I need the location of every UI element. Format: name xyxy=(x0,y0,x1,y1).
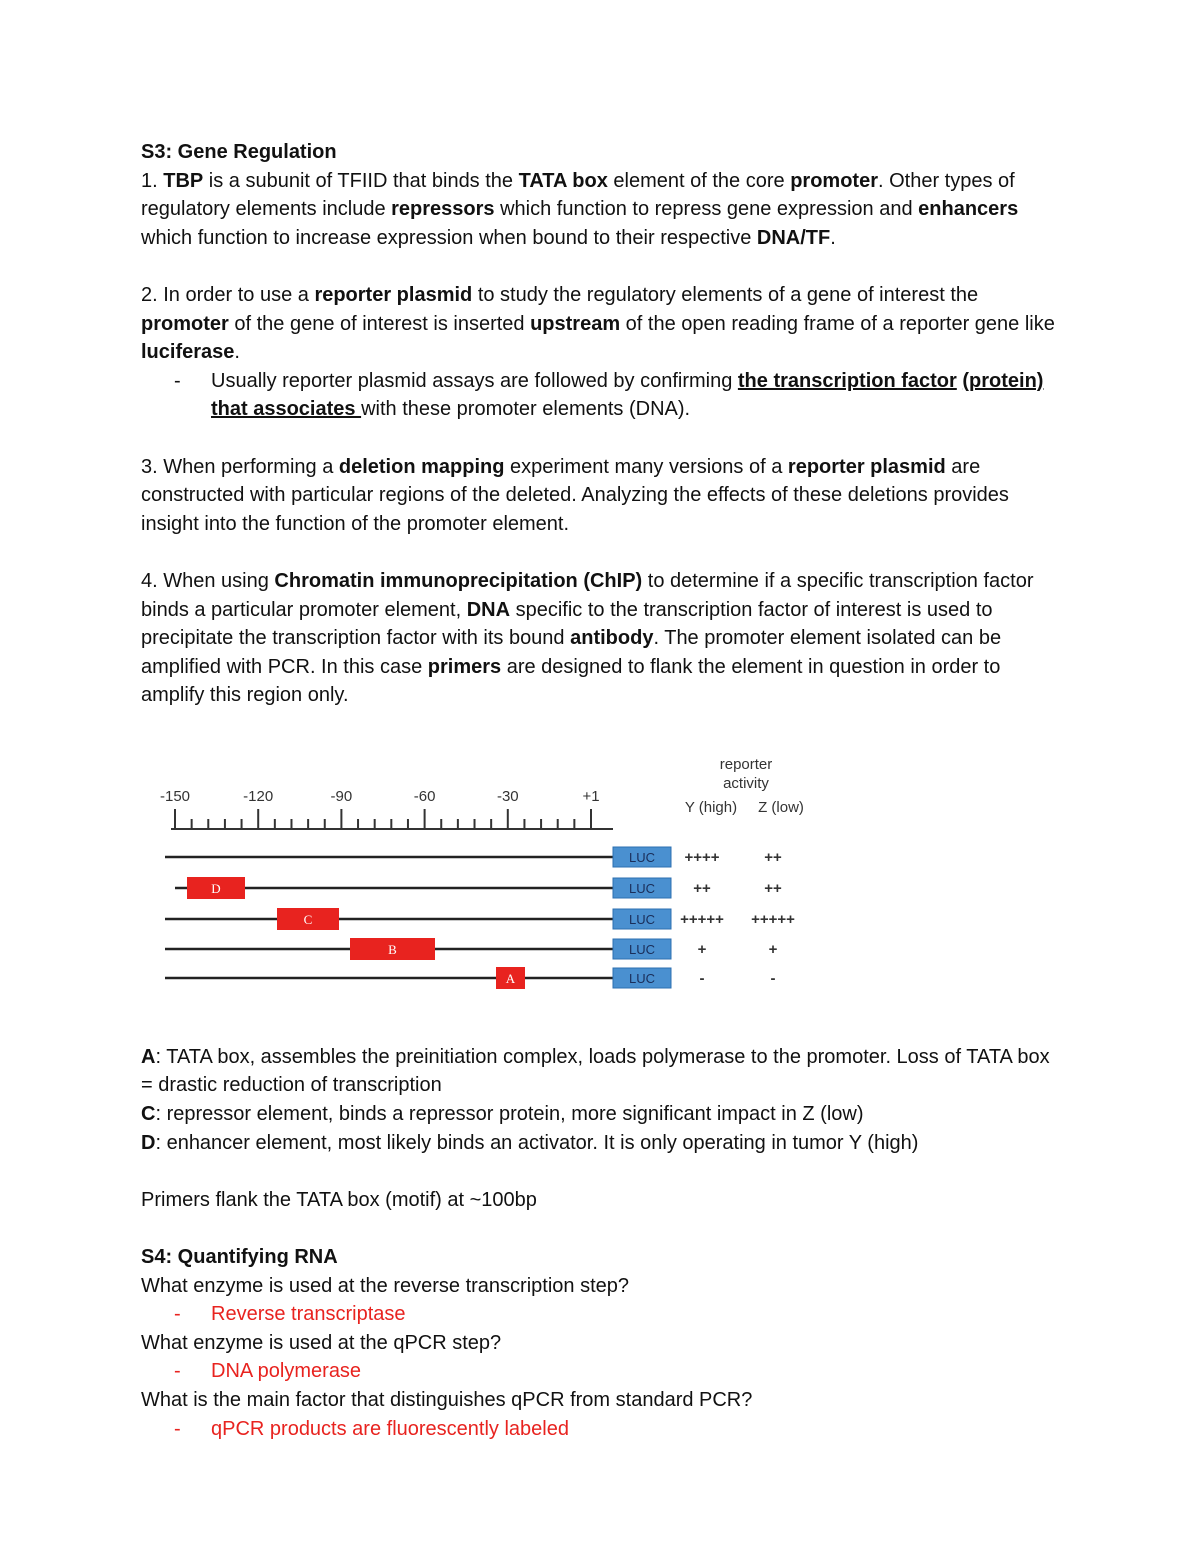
activity-y-value: ++ xyxy=(693,879,711,897)
deletion-region-label: B xyxy=(388,941,397,957)
deletion-region-label: D xyxy=(211,880,221,896)
column-z-label: Z (low) xyxy=(758,798,804,816)
paragraph-q1: 1. TBP is a subunit of TFIID that binds the TATA box element of the core promoter. Other types of regulatory elements include repressors which function to repress gene expression and enhancers which function to increase expression when bound to their respective DNA/TF. xyxy=(141,169,1019,249)
luc-label: LUC xyxy=(628,970,656,986)
luc-label: LUC xyxy=(628,941,656,957)
activity-y-value: ++++ xyxy=(684,848,720,866)
activity-z-value: - xyxy=(770,969,776,987)
paragraph-q2: 2. In order to use a reporter plasmid to study the regulatory elements of a gene of interest the promoter of the gene of interest is inserted upstream of the open reading frame of a reporter gene like luciferase. xyxy=(141,283,1055,364)
legend-d: D: enhancer element, most likely binds an activator. It is only operating in tumor Y (high) xyxy=(141,1131,919,1154)
ruler-label: -90 xyxy=(330,787,353,805)
deletion-mapping-svg xyxy=(151,747,851,1007)
answer-2: - DNA polymerase xyxy=(174,1360,362,1383)
header-activity: activity xyxy=(723,774,769,792)
paragraph-q4: 4. When using Chromatin immunoprecipitation (ChIP) to determine if a specific transcription factor binds a particular promoter element, DNA specific to the transcription factor of interest is used to precipitate the transcription factor with its bound antibody. The promoter element isolated can be amplified with PCR. In this case primers are designed to flank the element in question in order to amplify this region only. xyxy=(141,569,1034,707)
ruler-label: -150 xyxy=(159,787,191,805)
section-heading-s3: S3: Gene Regulation xyxy=(141,141,337,163)
bullet-q2: - Usually reporter plasmid assays are followed by confirming the transcription factor (protein) that associates with these promoter elements (DNA). xyxy=(174,369,1044,421)
deletion-region-label: C xyxy=(303,911,313,927)
deletion-mapping-figure xyxy=(151,747,851,1007)
answer-1: - Reverse transcriptase xyxy=(174,1303,406,1326)
ruler-label: +1 xyxy=(582,787,600,805)
answer-3: - qPCR products are fluorescently labeled xyxy=(174,1417,569,1440)
activity-y-value: + xyxy=(697,940,707,958)
activity-z-value: + xyxy=(768,940,778,958)
activity-y-value: - xyxy=(699,969,705,987)
activity-z-value: ++ xyxy=(764,879,782,897)
legend-c: C: repressor element, binds a repressor protein, more significant impact in Z (low) xyxy=(141,1103,864,1126)
legend-a: A: TATA box, assembles the preinitiation complex, loads polymerase to the promoter. Loss of TATA box = drastic reduction of transcription xyxy=(141,1045,1050,1097)
ruler-label: -30 xyxy=(496,787,519,805)
document-page xyxy=(141,138,1061,1443)
primers-note: Primers flank the TATA box (motif) at ~100bp xyxy=(141,1188,537,1211)
luc-label: LUC xyxy=(628,911,656,927)
luc-label: LUC xyxy=(628,880,656,896)
question-3: What is the main factor that distinguishes qPCR from standard PCR? xyxy=(141,1389,753,1411)
figure-legend xyxy=(141,1043,1061,1157)
question-2: What enzyme is used at the qPCR step? xyxy=(141,1331,502,1354)
section-heading-s4: S4: Quantifying RNA xyxy=(141,1246,338,1269)
luc-label: LUC xyxy=(628,849,656,865)
activity-y-value: +++++ xyxy=(680,910,724,928)
activity-z-value: ++ xyxy=(764,848,782,866)
paragraph-q3: 3. When performing a deletion mapping experiment many versions of a reporter plasmid are constructed with particular regions of the deleted. Analyzing the effects of these deletions provides insight into the function of the promoter element. xyxy=(141,455,1009,535)
activity-z-value: +++++ xyxy=(751,910,795,928)
deletion-region-label: A xyxy=(505,970,516,986)
question-1: What enzyme is used at the reverse transcription step? xyxy=(141,1274,630,1297)
column-y-label: Y (high) xyxy=(684,798,738,816)
header-reporter: reporter xyxy=(719,755,773,773)
ruler-label: -60 xyxy=(413,787,436,805)
ruler-label: -120 xyxy=(243,787,274,805)
